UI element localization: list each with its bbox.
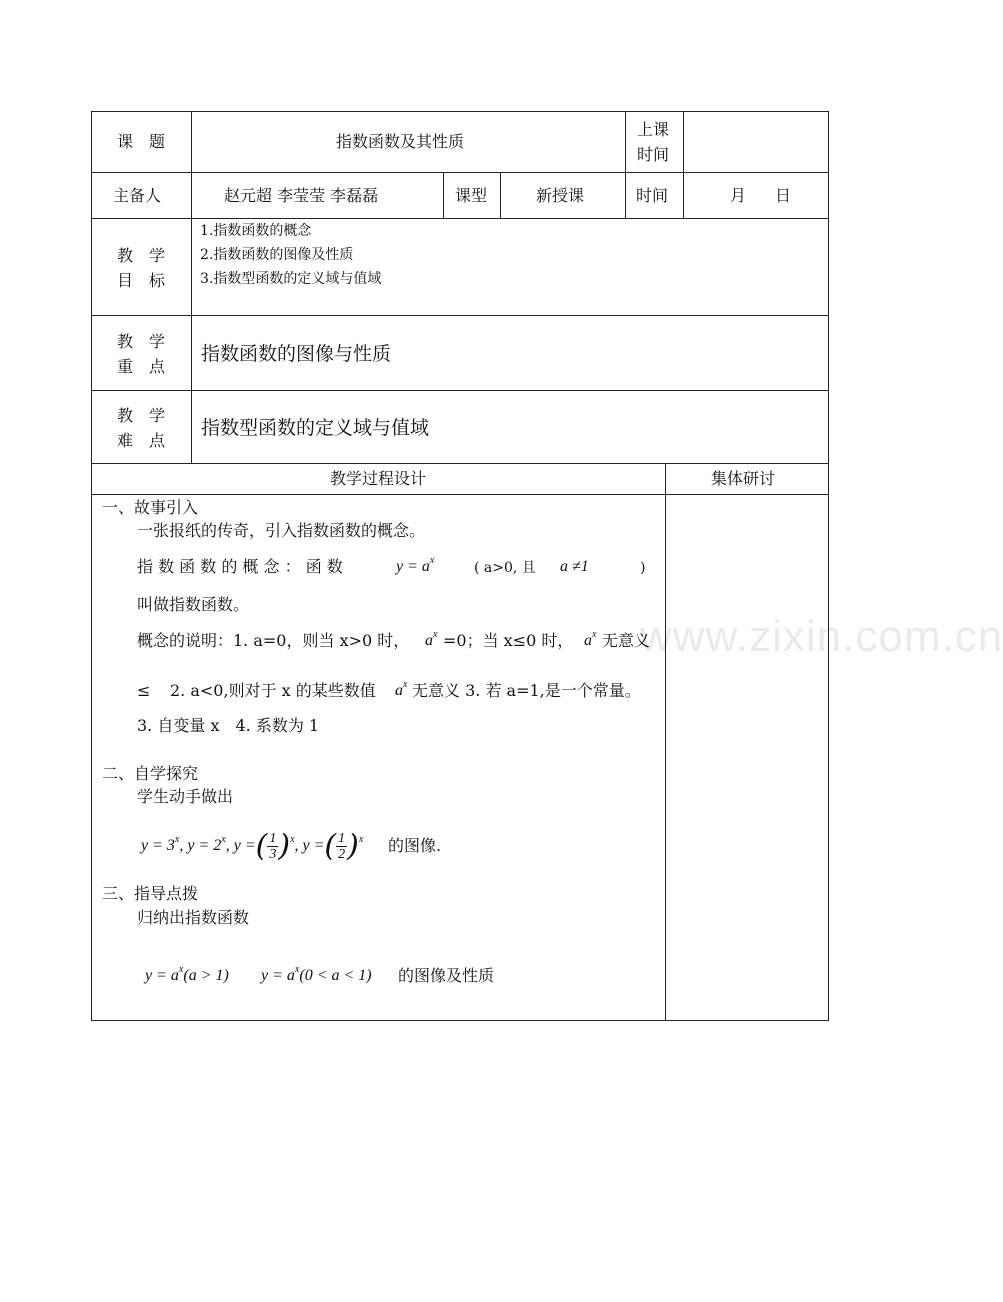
key-points-label-line2: 重 点 (117, 357, 166, 376)
exponent-x: x (294, 964, 300, 975)
note-ax-exponent: x (433, 629, 438, 640)
key-points-label-line1: 教 学 (117, 332, 166, 351)
process-header: 教学过程设计 (330, 469, 427, 488)
table-row-divider (91, 172, 829, 173)
concept-note-part1: 概念的说明：1. a=0，则当 x>0 时， (137, 631, 410, 650)
formula-base: y = a (145, 967, 179, 984)
fraction-numerator: 1 (338, 830, 346, 846)
section-3-line: 归纳出指数函数 (137, 908, 250, 927)
fraction-denominator: 2 (338, 846, 346, 862)
time-label: 时间 (636, 186, 669, 205)
left-paren: ( (324, 828, 337, 864)
preparer-label: 主备人 (113, 186, 162, 205)
concept-note-part2: =0；当 x≤0 时， (443, 631, 574, 650)
goals-label-line2: 目 标 (117, 271, 166, 290)
day-label: 日 (775, 186, 792, 205)
definition-formula-base: y = a (396, 558, 430, 575)
concept-note-part6: 3. 自变量 x 4. 系数为 1 (137, 716, 320, 735)
discussion-notes-area[interactable] (667, 496, 827, 1019)
table-border-left (91, 111, 92, 1021)
note-ax-base: a (584, 632, 592, 649)
goal-item-2: 2.指数函数的图像及性质 (200, 247, 354, 263)
definition-condition-2: a ≠1 (560, 558, 589, 575)
table-col-divider (191, 111, 192, 464)
goal-item-1: 1.指数函数的概念 (200, 223, 312, 239)
table-border-bottom (91, 1020, 829, 1021)
definition-formula (396, 557, 434, 579)
class-time-label-line2: 时间 (637, 145, 670, 164)
class-time-label-line1: 上课 (637, 120, 670, 139)
concept-note-part4: 2. a<0,则对于 x 的某些数值 (170, 681, 376, 700)
formula-y3: y = 3 (141, 837, 175, 854)
section-3-formula-2 (261, 966, 372, 988)
formula-condition: (a > 1) (183, 967, 229, 984)
section-2-suffix: 的图像. (388, 836, 442, 855)
left-paren: ( (255, 828, 268, 864)
table-col-divider (625, 111, 626, 219)
topic-value: 指数函数及其性质 (336, 132, 465, 151)
table-col-divider (665, 463, 666, 1021)
goal-item-3: 3.指数型函数的定义域与值域 (200, 271, 382, 287)
watermark: www.zixin.com.cn (640, 612, 1003, 661)
section-3-formula-1 (145, 966, 229, 988)
note-ax-exponent: x (403, 679, 408, 690)
concept-note-ax-3 (395, 681, 407, 703)
concept-note-ax-2 (584, 631, 596, 653)
definition-formula-exponent: x (429, 555, 435, 566)
exponent-x: x (290, 834, 295, 845)
concept-note-ax-1 (425, 631, 437, 653)
exponent-x: x (174, 834, 180, 845)
section-1-intro: 一张报纸的传奇，引入指数函数的概念。 (137, 521, 426, 540)
section-1-title: 一、故事引入 (102, 498, 199, 517)
key-points-value: 指数函数的图像与性质 (201, 343, 392, 365)
formula-base: y = a (261, 967, 295, 984)
table-col-divider (500, 172, 501, 219)
note-ax-exponent: x (592, 629, 597, 640)
table-col-divider (443, 172, 444, 219)
definition-suffix: 叫做指数函数。 (137, 595, 250, 614)
right-paren: ) (278, 828, 291, 864)
fraction-one-half (336, 831, 347, 862)
formula-y2: , y = 2 (179, 837, 222, 854)
fraction-numerator: 1 (269, 830, 277, 846)
right-paren: ) (347, 828, 359, 864)
table-row-divider (91, 463, 829, 464)
fraction-one-third (267, 831, 278, 862)
lesson-type-label: 课型 (455, 186, 488, 205)
section-2-title: 二、自学探究 (102, 764, 199, 783)
month-label: 月 (730, 186, 747, 205)
note-ax-base: a (395, 682, 403, 699)
section-2-line: 学生动手做出 (137, 787, 234, 806)
exponent-x: x (358, 834, 364, 845)
formula-y-half: , y = (294, 837, 325, 854)
table-border-top (91, 111, 829, 112)
class-time-value[interactable] (685, 113, 827, 171)
difficulties-label-line2: 难 点 (117, 431, 166, 450)
fraction-denominator: 3 (269, 846, 277, 862)
concept-note-part3: 无意义 (602, 631, 651, 650)
preparer-value: 赵元超 李莹莹 李磊磊 (224, 186, 379, 205)
topic-label: 课 题 (117, 132, 166, 151)
table-row-divider (91, 390, 829, 391)
concept-note-leq: ≤ (137, 681, 151, 700)
section-3-title: 三、指导点拨 (102, 884, 199, 903)
concept-note-part5: 无意义 3. 若 a=1,是一个常量。 (412, 681, 641, 700)
table-col-divider (683, 111, 684, 219)
table-row-divider (91, 218, 829, 219)
exponent-x: x (178, 964, 184, 975)
formula-y-third: , y = (225, 837, 256, 854)
formula-condition: (0 < a < 1) (299, 967, 372, 984)
lesson-type-value: 新授课 (536, 186, 585, 205)
table-row-divider (91, 315, 829, 316)
note-ax-base: a (425, 632, 433, 649)
definition-condition-3: ) (640, 560, 646, 576)
table-border-right (828, 111, 829, 1021)
definition-prefix: 指 数 函 数 的 概 念 ： 函 数 (137, 557, 343, 576)
discussion-header: 集体研讨 (711, 469, 776, 488)
exponent-x: x (221, 834, 226, 845)
definition-condition-1: ( a>0, 且 (474, 560, 536, 576)
difficulties-label-line1: 教 学 (117, 406, 166, 425)
section-3-suffix: 的图像及性质 (398, 966, 495, 985)
goals-label-line1: 教 学 (117, 246, 166, 265)
difficulties-value: 指数型函数的定义域与值域 (201, 417, 430, 439)
section-2-formula (141, 824, 363, 870)
table-row-divider (91, 494, 829, 495)
